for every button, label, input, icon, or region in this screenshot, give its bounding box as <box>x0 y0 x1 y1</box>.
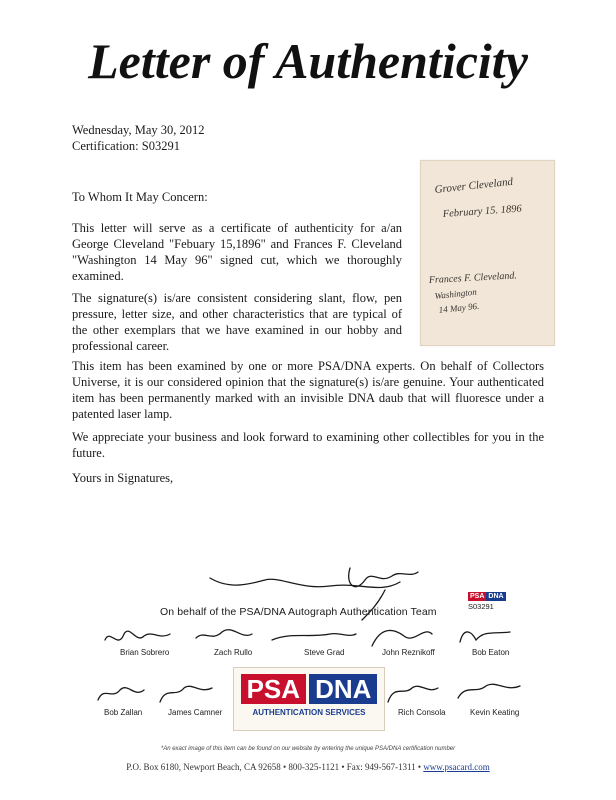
badge-dna-label: DNA <box>488 593 504 600</box>
svg-text:14 May 96.: 14 May 96. <box>438 300 480 315</box>
website-link[interactable]: www.psacard.com <box>423 762 490 772</box>
authentication-team <box>0 560 616 740</box>
logo-psa: PSA <box>241 674 306 704</box>
psa-dna-logo <box>233 667 385 731</box>
signer-name: Brian Sobrero <box>120 648 170 657</box>
signer-name: Steve Grad <box>304 648 345 657</box>
signed-cut-handwriting <box>421 161 554 345</box>
footer-contact: P.O. Box 6180, Newport Beach, CA 92658 • 800-325-1121 • Fax: 949-567-1311 • <box>126 762 424 772</box>
paragraph-appreciation: We appreciate your business and look forward to examining other collectibles for you in the future. <box>72 430 544 460</box>
certification-number: Certification: S03291 <box>72 139 180 153</box>
signer-name: Rich Consola <box>398 708 446 717</box>
letter-meta <box>72 122 205 154</box>
signed-cut-image <box>420 160 555 346</box>
closing: Yours in Signatures, <box>72 471 174 485</box>
svg-text:Frances F. Cleveland.: Frances F. Cleveland. <box>428 270 518 286</box>
letter-title <box>0 22 616 102</box>
title-script <box>0 22 616 102</box>
svg-text:Washington: Washington <box>434 286 478 301</box>
logo-subtitle: AUTHENTICATION SERVICES <box>252 708 366 717</box>
svg-text:February 15. 1896: February 15. 1896 <box>442 203 523 220</box>
paragraph-opinion: This item has been examined by one or more PSA/DNA experts. On behalf of Collectors Universe, it is our considered opinion that the signature(s) is/are genuine. Your authenticated item has been permanently marked with an invisible DNA daub that will fluoresce under a patented laser lamp. <box>72 359 544 421</box>
footnote: *An exact image of this item can be found on our website by entering the unique PSA/DNA certification number <box>160 746 456 752</box>
signer-name: John Reznikoff <box>382 648 435 657</box>
signer-name: Kevin Keating <box>470 708 520 717</box>
signer-name: Bob Eaton <box>472 648 510 657</box>
svg-text:Letter of Authenticity: Letter of Authenticity <box>88 33 528 89</box>
letter-date: Wednesday, May 30, 2012 <box>72 123 205 137</box>
badge-number: S03291 <box>468 602 494 611</box>
signer-name: James Camner <box>168 708 223 717</box>
team-heading: On behalf of the PSA/DNA Autograph Authentication Team <box>160 606 437 618</box>
svg-text:Grover Cleveland: Grover Cleveland <box>434 175 514 196</box>
paragraph-consistency: The signature(s) is/are consistent considering slant, flow, pen pressure, letter size, and other characteristics that are typical of the other exemplars that we have examined in our hobby and professional career. <box>72 291 402 353</box>
logo-dna: DNA <box>309 674 377 704</box>
signer-name: Zach Rullo <box>214 648 253 657</box>
psa-dna-badge <box>468 592 510 611</box>
footer-address <box>0 762 616 772</box>
signer-name: Bob Zallan <box>104 708 143 717</box>
salutation: To Whom It May Concern: <box>72 190 208 204</box>
badge-psa-label: PSA <box>470 593 485 600</box>
paragraph-description: This letter will serve as a certificate of authenticity for a/an George Cleveland "Febuary 15,1896" and Frances F. Cleveland "Washington 14 May 96" signed cut, which we thoroughly examined. <box>72 221 402 283</box>
